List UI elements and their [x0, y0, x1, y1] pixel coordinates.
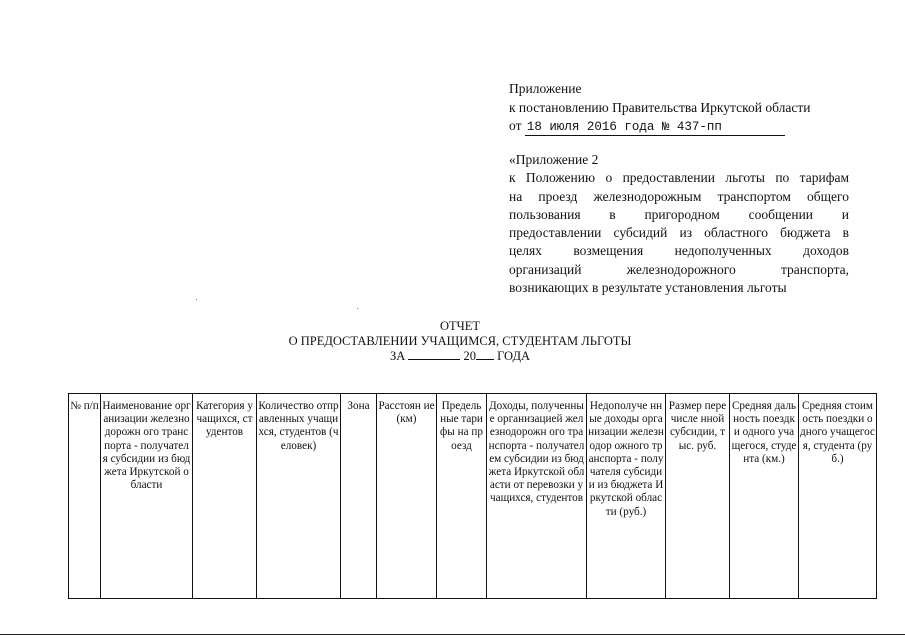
appendix-title: Приложение [509, 81, 582, 96]
appendix2-line: организаций железнодорожного транспорта, [509, 261, 849, 277]
header-cell-income: Доходы, полученные организацией железнодорожн ого транспорта - получателем субсидии из бюджета Иркутской области от перевозки учащихся, студентов [487, 394, 587, 599]
header-cell-tariff: Предель ные тарифы на проезд [437, 394, 487, 599]
header-cell-zone: Зона [341, 394, 377, 599]
header-cell-organization: Наименование организации железнодорожн ого транспорта - получателя субсидии из бюджета Иркутской области [101, 394, 193, 599]
page-bottom-rule [0, 634, 905, 635]
appendix2-line: к Положению о предоставлении льготы по тарифам [509, 170, 849, 186]
appendix-block [509, 80, 849, 136]
report-subtitle: О ПРЕДОСТАВЛЕНИИ УЧАЩИМСЯ, СТУДЕНТАМ ЛЬГОТЫ [288, 334, 632, 348]
header-cell-lost-income: Недополуче нные доходы организации железнодор ожного транспорта - получателя субсидии из бюджета Иркутской области (руб.) [587, 394, 666, 599]
header-cell-avg-cost: Средняя стоимость поездки одного учащегося, студента (руб.) [799, 394, 877, 599]
scan-speck [196, 299, 197, 300]
period-mid: 20 [463, 349, 477, 363]
appendix2-line: на проезд железнодорожным транспортом общего [509, 188, 849, 204]
appendix2-line: «Приложение 2 [509, 152, 599, 167]
period-blank [408, 349, 460, 360]
header-cell-avg-distance: Средняя дальность поездки одного учащегося, студента (км.) [730, 394, 799, 599]
appendix-date-line [509, 118, 785, 133]
header-cell-count: Количество отправленных учащихся, студентов (человек) [257, 394, 341, 599]
header-cell-category: Категория учащихся, студентов [193, 394, 257, 599]
report-title: ОТЧЕТ [439, 319, 481, 333]
table-header-row [69, 394, 877, 599]
header-cell-number: № п/п [69, 394, 101, 599]
scan-speck [357, 308, 358, 309]
appendix-decree-line: к постановлению Правительства Иркутской области [509, 99, 811, 115]
appendix-date-value: 18 июля 2016 года № 437-пп [525, 120, 785, 136]
period-prefix: ЗА [389, 349, 406, 363]
header-cell-distance: Расстоян ие (км) [377, 394, 437, 599]
appendix2-block [509, 151, 849, 297]
appendix-date-prefix: от [509, 118, 522, 133]
year-blank [476, 349, 494, 360]
report-table [68, 393, 877, 599]
header-cell-subsidy: Размер перечисле нной субсидии, тыс. руб. [666, 394, 730, 599]
appendix2-line: пользования в пригородном сообщении и [509, 206, 849, 222]
appendix2-line: целях возмещения недополученных доходов [509, 243, 849, 259]
appendix2-line: предоставлении субсидий из областного бюджета в [509, 225, 849, 241]
appendix2-line: возникающих в результате установления льготы [509, 280, 787, 296]
period-suffix: ГОДА [497, 349, 531, 363]
report-period [0, 349, 905, 364]
